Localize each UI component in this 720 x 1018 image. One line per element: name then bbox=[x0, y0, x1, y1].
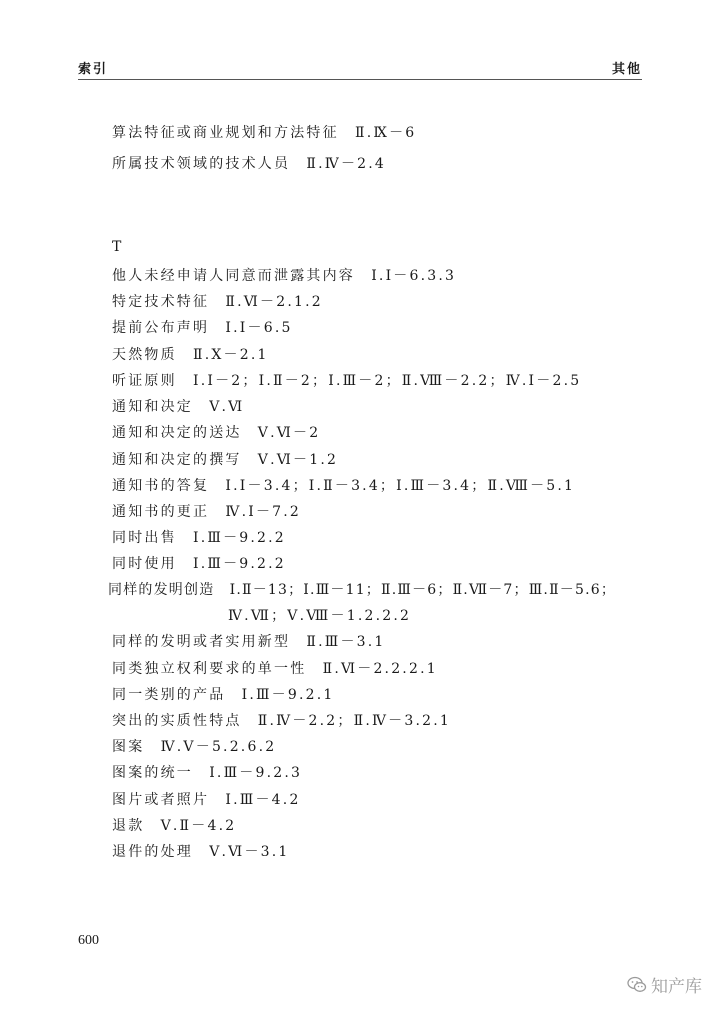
index-entry: 所属技术领域的技术人员 Ⅱ.Ⅳ－2.4 bbox=[112, 156, 387, 172]
watermark bbox=[627, 972, 702, 997]
index-entry: 突出的实质性特点 Ⅱ.Ⅳ－2.2；Ⅱ.Ⅳ－3.2.1 bbox=[112, 713, 451, 729]
index-entry: 同样的发明创造 Ⅰ.Ⅱ－13；Ⅰ.Ⅲ－11；Ⅱ.Ⅲ－6；Ⅱ.Ⅶ－7；Ⅲ.Ⅱ－5.6； bbox=[108, 582, 617, 598]
index-entry: 退款 Ⅴ.Ⅱ－4.2 bbox=[112, 818, 237, 834]
index-entry: 同一类别的产品 Ⅰ.Ⅲ－9.2.1 bbox=[112, 687, 335, 703]
index-entry: 通知和决定的撰写 Ⅴ.Ⅵ－1.2 bbox=[112, 452, 339, 468]
index-entry: 特定技术特征 Ⅱ.Ⅵ－2.1.2 bbox=[112, 294, 323, 310]
index-entry: 图片或者照片 Ⅰ.Ⅲ－4.2 bbox=[112, 792, 301, 808]
index-entry: 算法特征或商业规划和方法特征 Ⅱ.Ⅸ－6 bbox=[112, 125, 417, 141]
header-rule bbox=[78, 79, 642, 80]
index-entry: 图案的统一 Ⅰ.Ⅲ－9.2.3 bbox=[112, 765, 303, 781]
page-number: 600 bbox=[78, 933, 99, 948]
index-entry: 同样的发明或者实用新型 Ⅱ.Ⅲ－3.1 bbox=[112, 634, 386, 650]
index-entry: 退件的处理 Ⅴ.Ⅵ－3.1 bbox=[112, 844, 290, 860]
index-entry: 听证原则 Ⅰ.Ⅰ－2；Ⅰ.Ⅱ－2；Ⅰ.Ⅲ－2；Ⅱ.Ⅷ－2.2；Ⅳ.Ⅰ－2.5 bbox=[112, 373, 582, 389]
index-entry: 他人未经申请人同意而泄露其内容 Ⅰ.Ⅰ－6.3.3 bbox=[112, 268, 457, 284]
index-entry: 通知和决定 Ⅴ.Ⅵ bbox=[112, 399, 245, 415]
wechat-icon bbox=[627, 976, 647, 994]
header-left-title: 索引 bbox=[78, 62, 109, 77]
index-entry: 通知书的更正 Ⅳ.Ⅰ－7.2 bbox=[112, 504, 302, 520]
index-entry: 图案 Ⅳ.Ⅴ－5.2.6.2 bbox=[112, 739, 277, 755]
index-entry-continuation: Ⅳ.Ⅶ；Ⅴ.Ⅷ－1.2.2.2 bbox=[228, 608, 412, 624]
index-entry: 同类独立权利要求的单一性 Ⅱ.Ⅵ－2.2.2.1 bbox=[112, 661, 438, 677]
index-entry: 同时使用 Ⅰ.Ⅲ－9.2.2 bbox=[112, 556, 286, 572]
index-entry: 同时出售 Ⅰ.Ⅲ－9.2.2 bbox=[112, 530, 286, 546]
index-entry: 通知书的答复 Ⅰ.Ⅰ－3.4；Ⅰ.Ⅱ－3.4；Ⅰ.Ⅲ－3.4；Ⅱ.Ⅷ－5.1 bbox=[112, 478, 576, 494]
header-right-title: 其他 bbox=[611, 62, 642, 77]
index-entry: 天然物质 Ⅱ.Ⅹ－2.1 bbox=[112, 347, 269, 363]
section-letter: T bbox=[112, 239, 122, 255]
index-entry: 提前公布声明 Ⅰ.Ⅰ－6.5 bbox=[112, 320, 293, 336]
running-header bbox=[78, 58, 642, 78]
watermark-text: 知产库 bbox=[651, 977, 702, 997]
index-entry: 通知和决定的送达 Ⅴ.Ⅵ－2 bbox=[112, 425, 321, 441]
